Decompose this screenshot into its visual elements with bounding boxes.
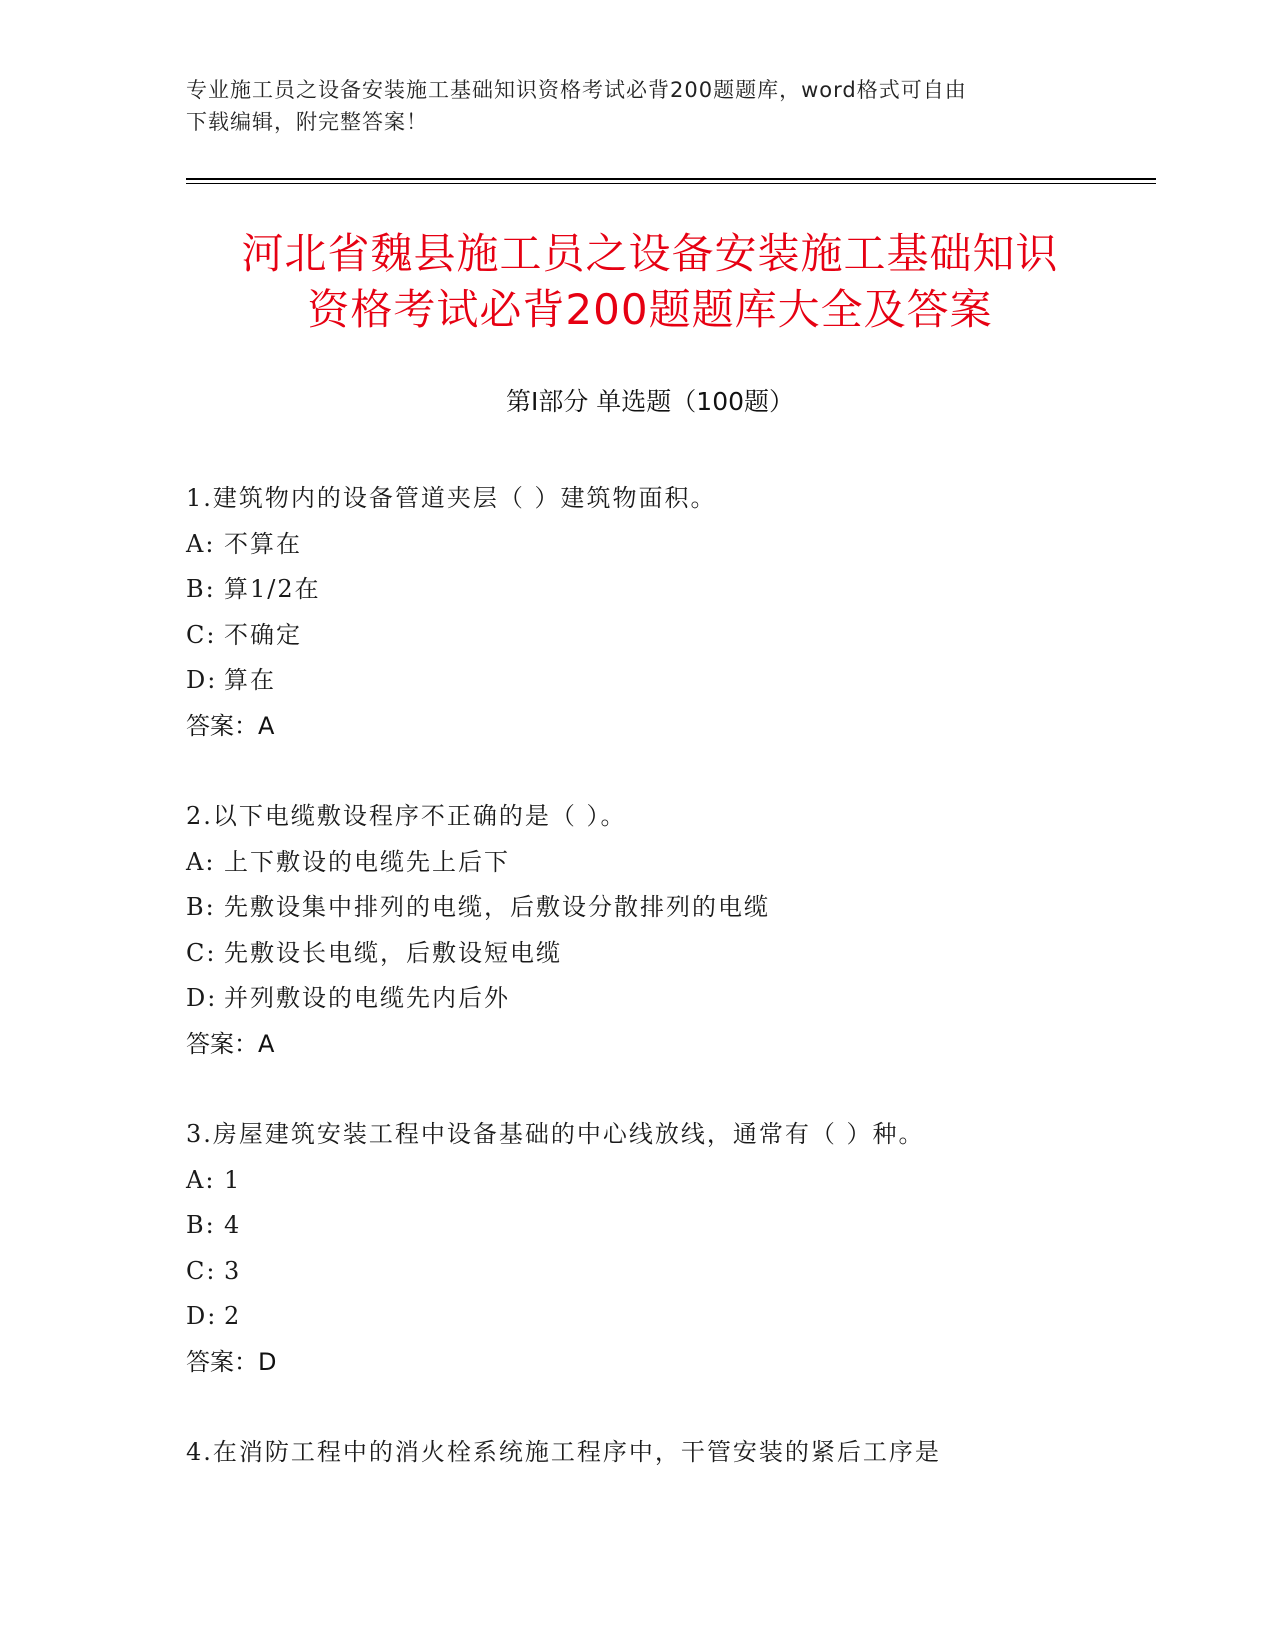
option-letter: C: <box>186 938 217 967</box>
question-1 <box>186 476 1146 749</box>
option-b <box>186 885 1146 931</box>
header-divider-thin <box>186 183 1156 184</box>
header-note-line-2: 下载编辑，附完整答案！ <box>186 110 428 134</box>
option-a <box>186 522 1146 568</box>
option-text: 算1/2在 <box>224 575 321 603</box>
header-divider-thick <box>186 178 1156 180</box>
option-text: 不算在 <box>224 529 302 558</box>
option-d <box>186 976 1146 1022</box>
question-list <box>186 476 1146 1521</box>
question-stem: 3.房屋建筑安装工程中设备基础的中心线放线，通常有（ ）种。 <box>186 1120 925 1148</box>
option-text: 4 <box>224 1211 242 1239</box>
option-text: 先敷设集中排列的电缆，后敷设分散排列的电缆 <box>224 893 770 921</box>
option-text: 上下敷设的电缆先上后下 <box>224 847 510 876</box>
option-text: 1 <box>224 1165 242 1194</box>
answer: 答案：D <box>186 1347 277 1376</box>
document-title-line-1: 河北省魏县施工员之设备安装施工基础知识 <box>241 229 1059 278</box>
section-title: 第Ⅰ部分 单选题（100题） <box>505 387 795 416</box>
question-stem: 2.以下电缆敷设程序不正确的是（ ）。 <box>186 802 627 830</box>
question-stem: 1.建筑物内的设备管道夹层（ ）建筑物面积。 <box>186 484 717 512</box>
question-stem: 4.在消防工程中的消火栓系统施工程序中，干管安装的紧后工序是 <box>186 1438 941 1466</box>
option-a <box>186 840 1146 886</box>
option-d <box>186 658 1146 704</box>
answer: 答案：A <box>186 1029 275 1058</box>
option-text: 不确定 <box>224 620 302 649</box>
option-text: 3 <box>224 1256 242 1285</box>
option-letter: A: <box>186 847 216 876</box>
option-c <box>186 931 1146 977</box>
question-4 <box>186 1430 1146 1476</box>
option-b <box>186 1203 1146 1249</box>
option-letter: D: <box>186 984 218 1012</box>
option-c <box>186 613 1146 659</box>
option-text: 并列敷设的电缆先内后外 <box>224 984 510 1012</box>
option-d <box>186 1294 1146 1340</box>
option-letter: B: <box>186 1211 216 1239</box>
option-c <box>186 1249 1146 1295</box>
answer: 答案：A <box>186 711 275 740</box>
option-a <box>186 1158 1146 1204</box>
option-text: 2 <box>224 1302 242 1330</box>
option-letter: A: <box>186 529 216 558</box>
option-letter: C: <box>186 1256 217 1285</box>
option-letter: A: <box>186 1165 216 1194</box>
option-text: 先敷设长电缆，后敷设短电缆 <box>224 938 562 967</box>
option-letter: D: <box>186 666 218 694</box>
option-letter: B: <box>186 575 216 603</box>
option-letter: C: <box>186 620 217 649</box>
document-title-line-2: 资格考试必背200题题库大全及答案 <box>307 285 993 334</box>
option-letter: D: <box>186 1302 218 1330</box>
document-title <box>150 226 1150 338</box>
header-note-line-1: 专业施工员之设备安装施工基础知识资格考试必背200题题库，word格式可自由 <box>186 78 967 102</box>
option-letter: B: <box>186 893 216 921</box>
option-b <box>186 567 1146 613</box>
question-2 <box>186 794 1146 1067</box>
option-text: 算在 <box>224 666 276 694</box>
question-3 <box>186 1112 1146 1385</box>
header-note <box>186 74 1086 138</box>
